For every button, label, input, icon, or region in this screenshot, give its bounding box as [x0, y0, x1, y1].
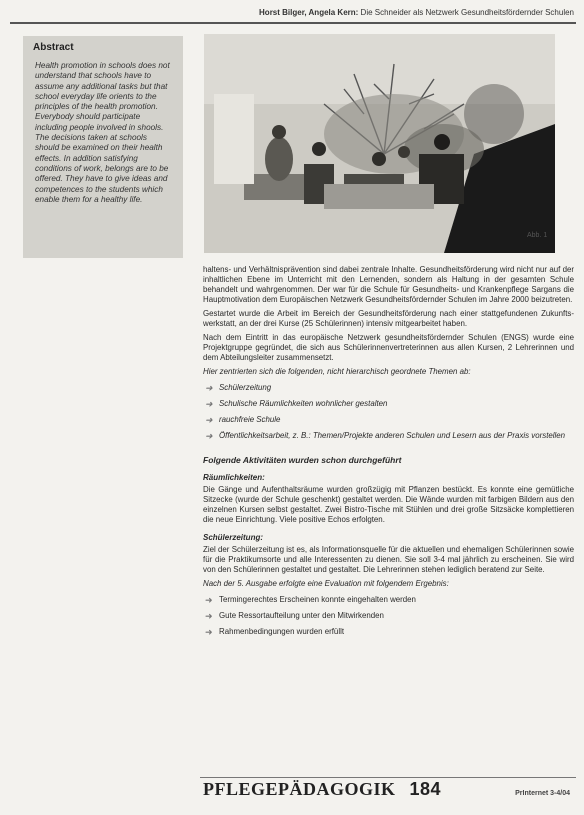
- arrow-bullet-icon: ➜: [205, 627, 213, 637]
- list-intro: Hier zentrierten sich die folgenden, nicht hierarchisch geordnete Themen ab:: [203, 367, 471, 376]
- arrow-bullet-icon: ➜: [205, 611, 213, 621]
- list-item-text: Termingerechtes Erscheinen konnte eingehalten werden: [219, 595, 416, 604]
- header-authors: Horst Bilger, Angela Kern:: [259, 8, 359, 17]
- logo-text: PFLEGEPÄDAGOGIK: [203, 779, 396, 799]
- list-item: [203, 595, 574, 605]
- arrow-bullet-icon: ➜: [205, 431, 213, 441]
- journal-logo: [203, 779, 441, 800]
- issue-label: PrInternet 3-4/04: [515, 790, 570, 797]
- footer-rule: [200, 777, 576, 778]
- evaluation-list: [203, 595, 574, 637]
- body-paragraph: Gestartet wurde die Arbeit im Bereich der Gesundheitsförderung nach einer stattgefundenen Zukunfts-werkstatt, an der drei Kurse (25 Schülerinnen) intensiv mitgearbeitet haben.: [203, 309, 574, 328]
- figure-caption: Abb. 1: [527, 232, 548, 239]
- list-item: [203, 383, 574, 393]
- list-item: [203, 431, 574, 441]
- article-body: [203, 265, 574, 641]
- list-item-text: Schülerzeitung: [219, 383, 272, 392]
- arrow-bullet-icon: ➜: [205, 415, 213, 425]
- arrow-bullet-icon: ➜: [205, 399, 213, 409]
- header-title: Die Schneider als Netzwerk Gesundheitsfördernder Schulen: [360, 8, 574, 17]
- subsection-heading: Räumlichkeiten:: [203, 473, 265, 482]
- list-intro: Nach der 5. Ausgabe erfolgte eine Evaluation mit folgendem Ergebnis:: [203, 579, 449, 588]
- list-item: [203, 415, 574, 425]
- list-item-text: Rahmenbedingungen wurden erfüllt: [219, 627, 345, 636]
- section-heading: Folgende Aktivitäten wurden schon durchgeführt: [203, 455, 402, 465]
- page-number: 184: [409, 779, 442, 799]
- abstract-heading: Abstract: [33, 42, 74, 53]
- classroom-photo: [204, 34, 555, 253]
- arrow-bullet-icon: ➜: [205, 383, 213, 393]
- topics-list: [203, 383, 574, 441]
- abstract-box: [23, 36, 183, 258]
- body-paragraph: Ziel der Schülerzeitung ist es, als Informationsquelle für die aktuellen und ehemaligen Schülerinnen sowie für die Praktikumsorte und alle Interessenten zu dienen. Sie soll 3-4 mal jährlich zu erscheinen. Sie wird von den Schülerinnen gestaltet und gestaltet. Die Lehrerinnen stehen lediglich beratend zur Seite.: [203, 545, 574, 574]
- body-paragraph: haltens- und Verhältnisprävention sind dabei zentrale Inhalte. Gesundheitsförderung wird nicht nur auf der inhaltlichen Ebene im Unterricht mit den Lernenden, sondern als Haltung in der gesamten Schule behandelt und wahrgenommen. Der war für die Schule für Gesundheits- und Krankenpflege Sargans die Hauptmotivation dem Europäischen Netzwerk Gesundheitsfördernder Schulen im Jahre 2000 beizutreten.: [203, 265, 574, 304]
- body-paragraph: Nach dem Eintritt in das europäische Netzwerk gesundheitsfördernder Schulen (ENGS) wurde eine Projektgruppe gegründet, die sich aus Schülerinnenvertreterinnen aus allen Kursen, 2 Lehrerinnen und dem Abteilungsleiter zusammensetzt.: [203, 333, 574, 362]
- abstract-text: Health promotion in schools does not understand that schools have to assume any additional tasks but that school everyday life orients to the principles of the health promotion. Everybody should participate including people involved in shools. The decisions taken at schools should be examined on their health effects. In addition satisfying conditions of work, belongs are to be offered. They have to give ideas and competences to the students which enable them for a healthy life.: [35, 61, 170, 204]
- list-item-text: Schulische Räumlichkeiten wohnlicher gestalten: [219, 399, 388, 408]
- arrow-bullet-icon: ➜: [205, 595, 213, 605]
- subsection-heading: Schülerzeitung:: [203, 533, 264, 542]
- list-item-text: Gute Ressortaufteilung unter den Mitwirkenden: [219, 611, 384, 620]
- list-item-text: Öffentlichkeitsarbeit, z. B.: Themen/Projekte anderen Schulen und Lesern aus der Praxis vorstellen: [219, 431, 566, 440]
- running-header: [259, 8, 574, 17]
- list-item: [203, 627, 574, 637]
- photo-illustration: [204, 34, 555, 253]
- list-item-text: rauchfreie Schule: [219, 415, 281, 424]
- list-item: [203, 611, 574, 621]
- header-rule: [10, 22, 576, 24]
- body-paragraph: Die Gänge und Aufenthaltsräume wurden großzügig mit Pflanzen bestückt. Es konnte eine gemütliche Sitzecke (wurde der Schule geschenkt) gestaltet werden. Die Wände wurden mit farbigen Bildern aus den einzelnen Kursen selbst gestaltet. Zwei Bistro-Tische mit Stühlen und drei große Sitzsäcke komplettieren die neue Einrichtung. Viele positive Echos erfolgten.: [203, 485, 574, 524]
- list-item: [203, 399, 574, 409]
